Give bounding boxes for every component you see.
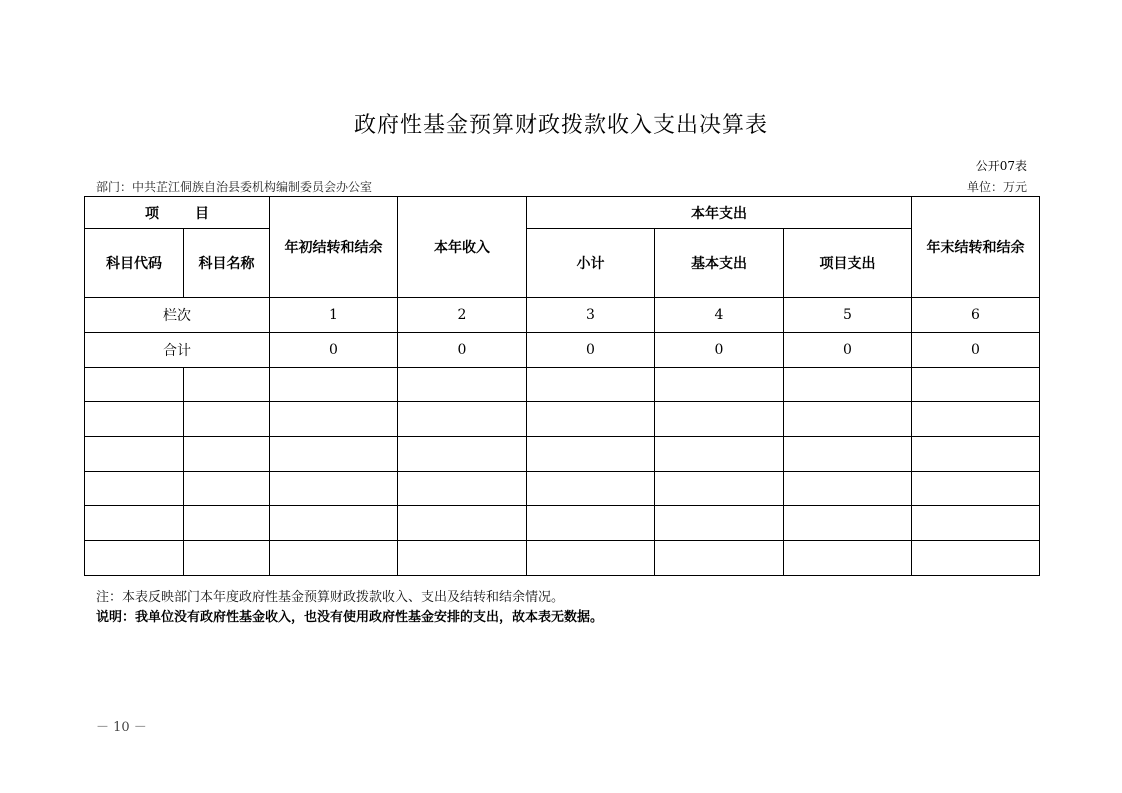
- unit-label: 单位：万元: [966, 180, 1027, 194]
- page-number: － 10 －: [96, 720, 147, 735]
- form-number: 公开07表: [975, 159, 1027, 173]
- empty-row: [85, 506, 1040, 541]
- empty-row: [85, 368, 1040, 402]
- column-index-row: [85, 298, 1040, 333]
- header-expense-group: 本年支出: [527, 197, 912, 229]
- header-code: 科目代码: [85, 229, 184, 298]
- header-closing-balance: 年末结转和结余: [912, 197, 1040, 298]
- total-cell: 0: [912, 333, 1040, 368]
- total-cell: 0: [527, 333, 655, 368]
- column-index-cell: 3: [527, 298, 655, 333]
- header-income: 本年收入: [398, 197, 527, 298]
- empty-row: [85, 437, 1040, 472]
- page-title: 政府性基金预算财政拨款收入支出决算表: [353, 113, 768, 138]
- total-row: [85, 333, 1040, 368]
- header-opening-balance: 年初结转和结余: [270, 197, 398, 298]
- column-index-label: 栏次: [85, 298, 270, 333]
- department-label: 部门：中共芷江侗族自治县委机构编制委员会办公室: [96, 180, 373, 194]
- header-name: 科目名称: [184, 229, 270, 298]
- table-explanation: 说明：我单位没有政府性基金收入，也没有使用政府性基金安排的支出，故本表无数据。: [96, 610, 604, 625]
- header-project: 项目支出: [784, 229, 912, 298]
- column-index-cell: 4: [655, 298, 784, 333]
- column-index-cell: 6: [912, 298, 1040, 333]
- header-item-first: 项: [145, 205, 159, 222]
- empty-row: [85, 402, 1040, 437]
- total-cell: 0: [398, 333, 527, 368]
- total-label: 合计: [85, 333, 270, 368]
- table-note: 注：本表反映部门本年度政府性基金预算财政拨款收入、支出及结转和结余情况。: [96, 590, 565, 605]
- column-index-cell: 2: [398, 298, 527, 333]
- header-subtotal: 小计: [527, 229, 655, 298]
- budget-table: [84, 196, 1040, 576]
- empty-row: [85, 472, 1040, 506]
- total-cell: 0: [784, 333, 912, 368]
- header-item-second: 目: [195, 205, 209, 222]
- header-basic: 基本支出: [655, 229, 784, 298]
- total-cell: 0: [655, 333, 784, 368]
- total-cell: 0: [270, 333, 398, 368]
- header-item: [85, 197, 270, 229]
- empty-row: [85, 541, 1040, 576]
- column-index-cell: 5: [784, 298, 912, 333]
- column-index-cell: 1: [270, 298, 398, 333]
